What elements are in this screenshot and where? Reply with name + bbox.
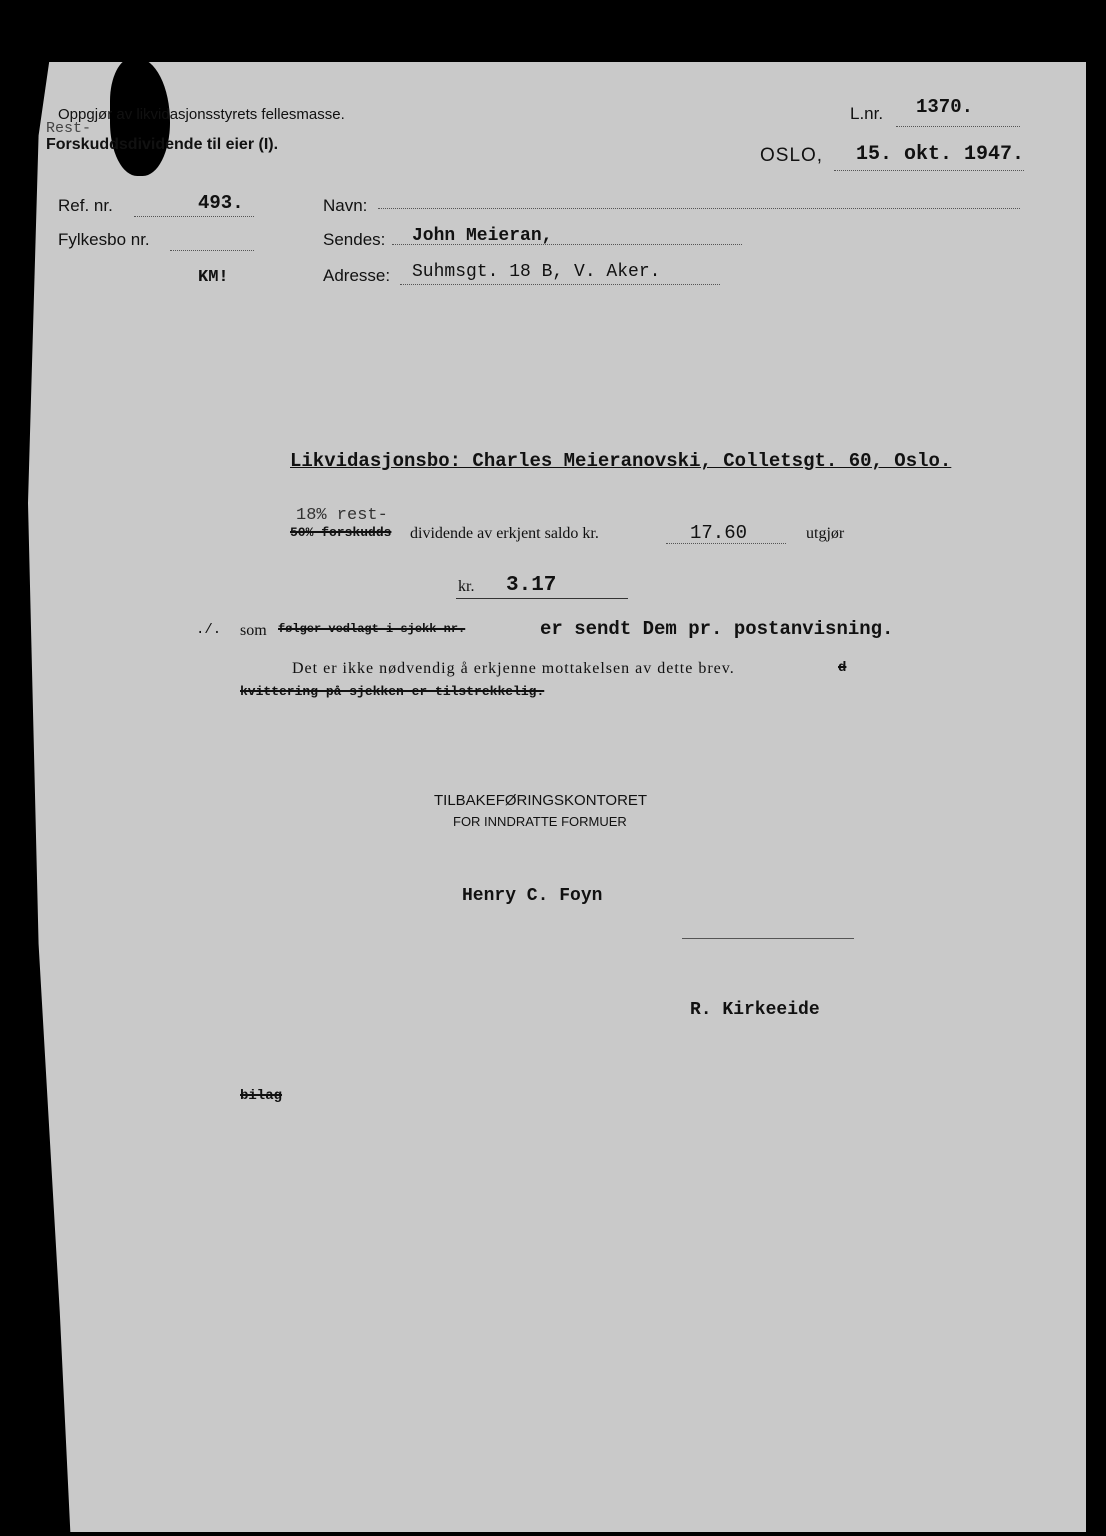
signature-line [682, 938, 854, 939]
fylkesbo-label: Fylkesbo nr. [58, 230, 150, 249]
signer2: R. Kirkeeide [690, 1000, 820, 1020]
note-struck-line: kvittering på sjekken er tilstrekkelig. [240, 684, 545, 699]
som: som [240, 622, 267, 639]
header-title-line2: Forskuddsdividende til eier (I). [46, 136, 279, 153]
adresse-value: Suhmsgt. 18 B, V. Aker. [412, 262, 661, 282]
header-title-line1: Oppgjør av likvidasjonsstyrets fellesmasse. [58, 106, 345, 123]
amount-line [456, 598, 628, 599]
lnr-line [896, 126, 1020, 127]
ref-line [134, 216, 254, 217]
likvidasjonsbo-line: Likvidasjonsbo: Charles Meieranovski, Colletsgt. 60, Oslo. [290, 450, 952, 472]
som-marker: ./. [196, 622, 222, 638]
sendes-value: John Meieran, [412, 226, 553, 246]
ref-value: 493. [198, 192, 244, 214]
sent-text: er sendt Dem pr. postanvisning. [540, 618, 894, 640]
adresse-line [400, 284, 720, 285]
fylkesbo-line [170, 250, 254, 251]
sendes-label: Sendes: [323, 230, 386, 249]
rest-annotation: Rest- [46, 120, 92, 137]
lnr-label: L.nr. [850, 104, 884, 123]
pct-annotation: 18% rest- [296, 506, 388, 525]
office-line2: FOR INNDRATTE FORMUER [453, 814, 627, 829]
navn-line [378, 208, 1020, 209]
office-line1: TILBAKEFØRINGSKONTORET [434, 792, 648, 809]
dividend-text: dividende av erkjent saldo kr. [410, 525, 599, 542]
note-struck-end: d [838, 660, 847, 676]
amount: 3.17 [506, 574, 557, 597]
dividend-struck: 50% forskudds [290, 525, 392, 540]
lnr-value: 1370. [916, 96, 974, 118]
struck-bottom: bilag [240, 1088, 283, 1104]
kr-label: kr. [458, 578, 475, 595]
city: OSLO, [760, 145, 824, 166]
note: Det er ikke nødvendig å erkjenne mottakelsen av dette brev. [292, 660, 735, 677]
sendes-line [392, 244, 742, 245]
som-struck: følger vedlagt i sjekk nr. [278, 622, 466, 636]
date-line [834, 170, 1024, 171]
signer1: Henry C. Foyn [462, 886, 603, 906]
ref-label: Ref. nr. [58, 196, 113, 215]
utgjor: utgjør [806, 525, 845, 542]
saldo-line [666, 543, 786, 544]
saldo-value: 17.60 [690, 522, 748, 544]
initials: KM! [198, 268, 229, 287]
date: 15. okt. 1947. [856, 143, 1025, 166]
adresse-label: Adresse: [323, 266, 391, 285]
navn-label: Navn: [323, 196, 368, 215]
